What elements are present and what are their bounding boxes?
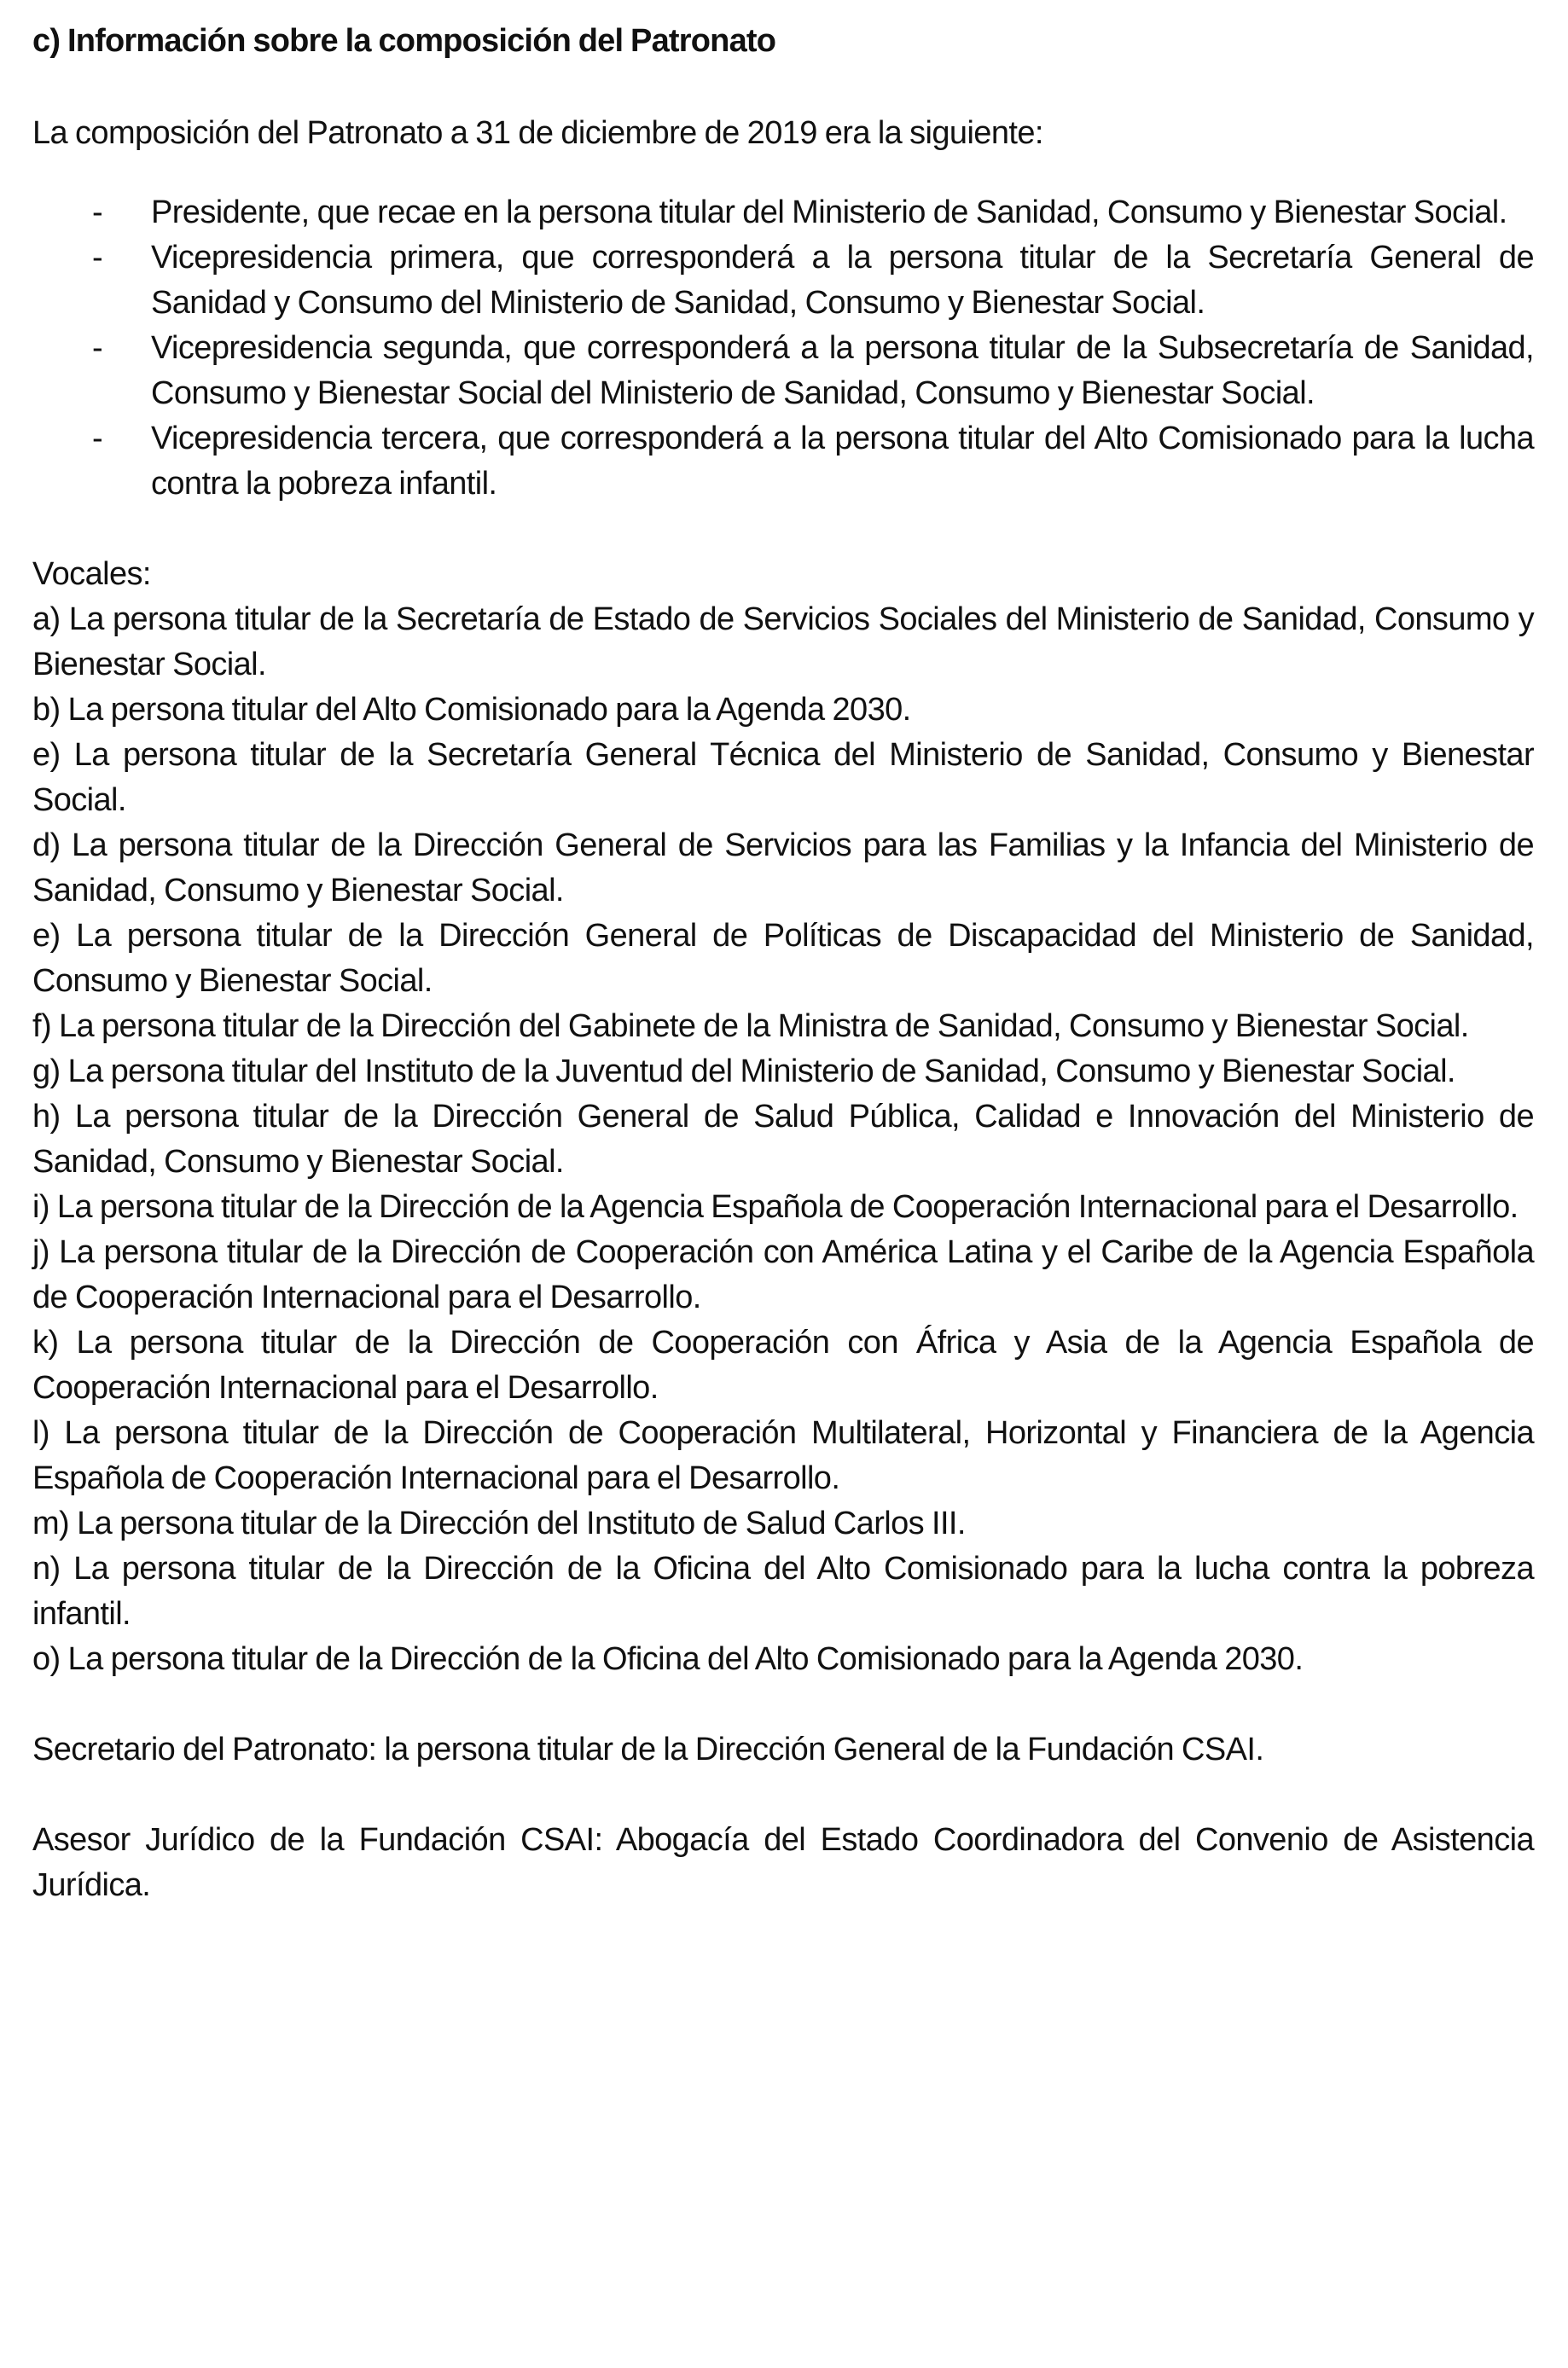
cargos-list	[32, 190, 1534, 507]
list-item-text: Presidente, que recae en la persona titular del Ministerio de Sanidad, Consumo y Bienestar Social.	[151, 194, 1507, 230]
vocal-item: e) La persona titular de la Secretaría General Técnica del Ministerio de Sanidad, Consumo y Bienestar Social.	[32, 737, 1534, 818]
list-item	[32, 235, 1534, 326]
list-item-text: Vicepresidencia segunda, que corresponderá a la persona titular de la Subsecretaría de Sanidad, Consumo y Bienestar Social del Ministerio de Sanidad, Consumo y Bienestar Social.	[151, 330, 1534, 411]
vocal-item: m) La persona titular de la Dirección del Instituto de Salud Carlos III.	[32, 1506, 966, 1541]
intro-paragraph: La composición del Patronato a 31 de diciembre de 2019 era la siguiente:	[32, 115, 1043, 151]
vocal-item: o) La persona titular de la Dirección de la Oficina del Alto Comisionado para la Agenda 2030.	[32, 1641, 1304, 1677]
vocal-item: i) La persona titular de la Dirección de la Agencia Española de Cooperación Internacional para el Desarrollo.	[32, 1189, 1519, 1225]
vocal-item: g) La persona titular del Instituto de la Juventud del Ministerio de Sanidad, Consumo y Bienestar Social.	[32, 1053, 1455, 1089]
vocales-list	[32, 597, 1534, 1682]
dash-marker: -	[92, 330, 103, 366]
vocal-item: k) La persona titular de la Dirección de Cooperación con África y Asia de la Agencia Española de Cooperación Internacional para el Desarrollo.	[32, 1325, 1534, 1406]
list-item	[32, 326, 1534, 416]
vocal-item: f) La persona titular de la Dirección del Gabinete de la Ministra de Sanidad, Consumo y Bienestar Social.	[32, 1008, 1469, 1044]
vocales-title: Vocales:	[32, 556, 151, 592]
dash-marker: -	[92, 194, 103, 230]
vocal-item: j) La persona titular de la Dirección de Cooperación con América Latina y el Caribe de la Agencia Española de Cooperación Internacional para el Desarrollo.	[32, 1234, 1534, 1315]
vocal-item: d) La persona titular de la Dirección General de Servicios para las Familias y la Infancia del Ministerio de Sanidad, Consumo y Bienestar Social.	[32, 827, 1534, 908]
list-item-text: Vicepresidencia tercera, que corresponderá a la persona titular del Alto Comisionado para la lucha contra la pobreza infantil.	[151, 421, 1534, 502]
vocal-item: a) La persona titular de la Secretaría de Estado de Servicios Sociales del Ministerio de Sanidad, Consumo y Bienestar Social.	[32, 601, 1534, 682]
vocal-item: e) La persona titular de la Dirección General de Políticas de Discapacidad del Ministerio de Sanidad, Consumo y Bienestar Social.	[32, 918, 1534, 999]
dash-marker: -	[92, 240, 103, 276]
secretario-paragraph: Secretario del Patronato: la persona titular de la Dirección General de la Fundación CSAI.	[32, 1732, 1264, 1767]
vocal-item: b) La persona titular del Alto Comisionado para la Agenda 2030.	[32, 692, 911, 728]
list-item-text: Vicepresidencia primera, que corresponderá a la persona titular de la Secretaría General de Sanidad y Consumo del Ministerio de Sanidad, Consumo y Bienestar Social.	[151, 240, 1534, 321]
list-item	[32, 190, 1534, 235]
asesor-paragraph: Asesor Jurídico de la Fundación CSAI: Abogacía del Estado Coordinadora del Convenio de Asistencia Jurídica.	[32, 1822, 1534, 1903]
vocal-item: h) La persona titular de la Dirección General de Salud Pública, Calidad e Innovación del Ministerio de Sanidad, Consumo y Bienestar Social.	[32, 1099, 1534, 1180]
list-item	[32, 416, 1534, 507]
vocal-item: l) La persona titular de la Dirección de Cooperación Multilateral, Horizontal y Financiera de la Agencia Española de Cooperación Internacional para el Desarrollo.	[32, 1415, 1534, 1496]
section-heading: c) Información sobre la composición del Patronato	[32, 23, 776, 59]
dash-marker: -	[92, 421, 103, 456]
vocal-item: n) La persona titular de la Dirección de la Oficina del Alto Comisionado para la lucha contra la pobreza infantil.	[32, 1551, 1534, 1632]
